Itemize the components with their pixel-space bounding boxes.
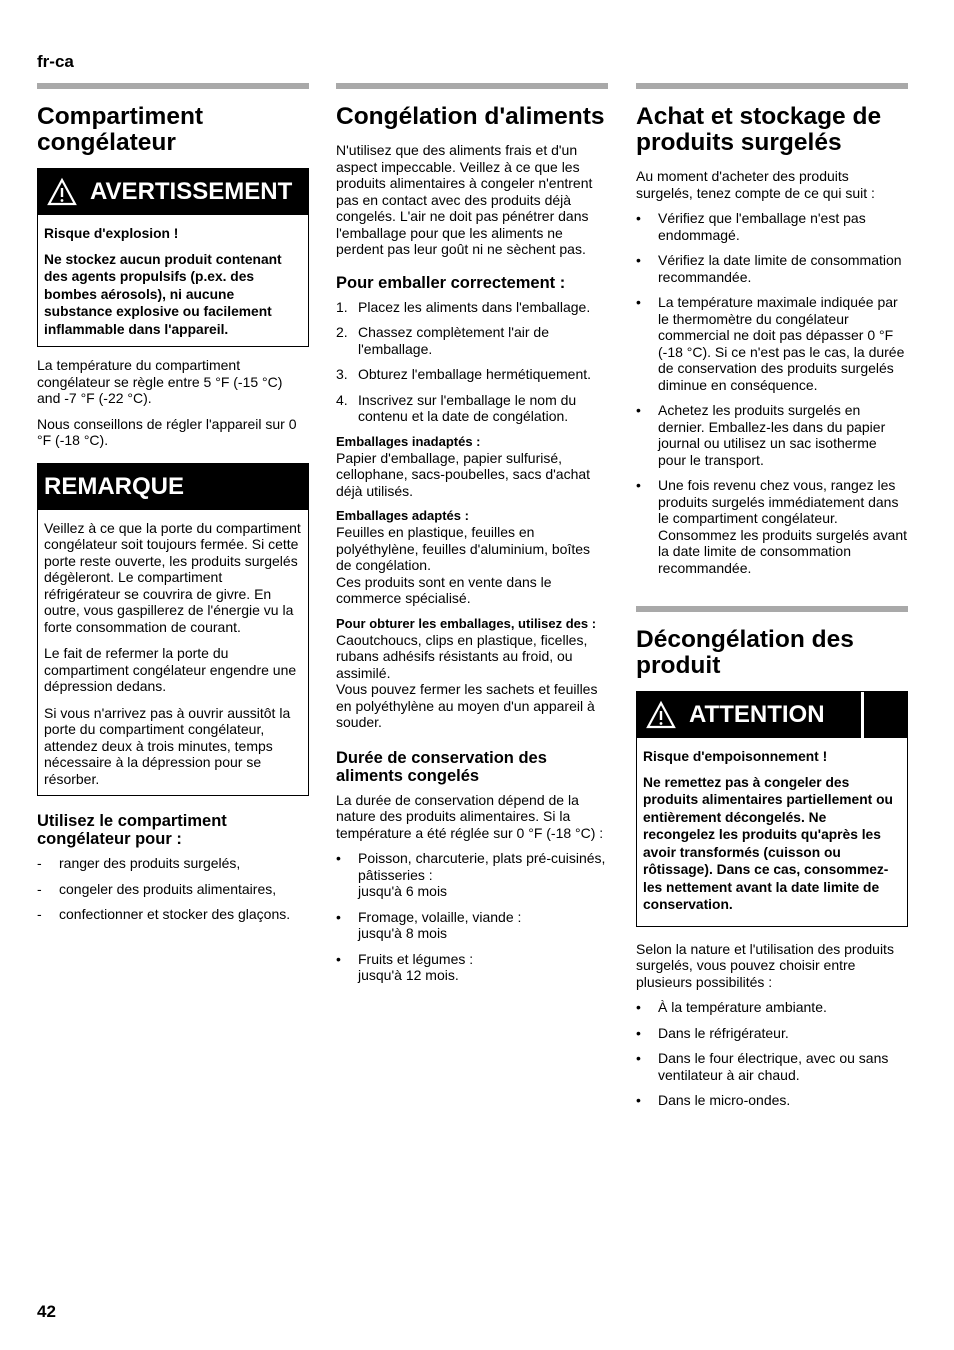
attention-header-block (864, 692, 907, 738)
section-title: Décongélation des produit (636, 626, 854, 679)
section-title: Achat et stockage de produits surgelés (636, 103, 882, 156)
list-item: • Fruits et légumes : jusqu'à 12 mois. (336, 950, 474, 983)
column-freezer-compartment (37, 83, 309, 932)
list-item: 4. Inscrivez sur l'emballage le nom du contenu et la date de congélation. (336, 391, 577, 424)
subsection-title: Durée de conservation des aliments congelés (336, 748, 547, 785)
list-item: 3. Obturez l'emballage hermétiquement. (336, 366, 592, 382)
section-title: Congélation d'aliments (336, 103, 605, 130)
list-item: • Vérifiez que l'emballage n'est pas endommagé. (636, 210, 866, 243)
section-rule (37, 83, 309, 89)
list-item: • Dans le réfrigérateur. (636, 1024, 789, 1041)
attention-text: Ne remettez pas à congeler des produits alimentaires partiellement ou entièrement décongelés. Ne recongelez les produits qu'après les avoir transformés (cuisson ou rôtissage). Dans ce cas, consommez-les nettement avant la date limite de conservation. (643, 774, 893, 912)
list-item: • Fromage, volaille, viande : jusqu'à 8 mois (336, 908, 522, 941)
paragraph: N'utilisez que des aliments frais et d'un aspect impeccable. Veillez à ce que les produits alimentaires à congeler n'entrent pas en contact avec des produits déjà congelés. L'air ne doit pas pénétrer dans l'emballage pour que les aliments ne perdent pas leur goût ni ne sèchent pas. (336, 142, 593, 257)
subsection-title: Pour emballer correctement : (336, 273, 566, 292)
column-freezing-food (336, 83, 608, 993)
paragraph: La durée de conservation dépend de la nature des produits alimentaires. Si la température a été réglée sur 0 °F (-18 °C) : (336, 791, 604, 841)
section-rule (336, 83, 608, 89)
note-label: REMARQUE (44, 472, 185, 500)
subsection-title: Utilisez le compartiment congélateur pour : (37, 812, 227, 848)
language-code: fr-ca (37, 52, 74, 71)
paragraph: Au moment d'acheter des produits surgelés, tenez compte de ce qui suit : (636, 168, 875, 201)
list-item: • À la température ambiante. (636, 999, 827, 1015)
paragraph: Ces produits sont en vente dans le commerce spécialisé. (336, 573, 552, 606)
paragraph: La température du compartiment congélateur se règle entre 5 °F (-15 °C) and -7 °F (-22 °C). (37, 357, 283, 406)
column-buying-storing (636, 83, 908, 1118)
note-box (37, 463, 309, 797)
warning-label: AVERTISSEMENT (90, 178, 293, 205)
minor-heading: Pour obturer les emballages, utilisez des : (336, 615, 597, 631)
paragraph: Selon la nature et l'utilisation des produits surgelés, vous pouvez choisir entre plusieurs possibilités : (636, 940, 894, 990)
warning-header (38, 169, 308, 215)
buying-list (636, 210, 908, 576)
list-item: • Dans le micro-ondes. (636, 1092, 791, 1108)
section-title: Compartiment congélateur (37, 103, 204, 156)
minor-heading: Emballages inadaptés : (336, 433, 481, 449)
list-item: • Poisson, charcuterie, plats pré-cuisinés, pâtisseries : jusqu'à 6 mois (336, 850, 606, 899)
use-list (37, 855, 309, 923)
list-item: • Dans le four électrique, avec ou sans ventilateur à air chaud. (636, 1050, 889, 1083)
note-paragraph: Veillez à ce que la porte du compartiment congélateur soit toujours fermée. Si cette porte reste ouverte, les produits surgelés dégèleront. Le compartiment réfrigérateur se couvrira de givre. En outre, vous gaspillerez de l'énergie vu la forte consommation de courant. (44, 519, 301, 635)
paragraph: Papier d'emballage, papier sulfurisé, cellophane, sacs-poubelles, sacs d'achat déjà utilisés. (336, 449, 591, 499)
duration-list (336, 850, 608, 984)
minor-heading: Emballages adaptés : (336, 508, 469, 523)
paragraph: Feuilles en plastique, feuilles en polyéthylène, feuilles d'aluminium, boîtes de congélation. (336, 524, 591, 573)
list-item: 2. Chassez complètement l'air de l'emballage. (336, 324, 549, 357)
list-item: • Vérifiez la date limite de consommation recommandée. (636, 252, 902, 285)
list-item: • Une fois revenu chez vous, rangez les produits surgelés immédiatement dans le compartiment congélateur. Consommez les produits surgelés avant la date limite de consommation recommandée. (636, 477, 908, 576)
paragraph: Nous conseillons de régler l'appareil sur 0 °F (-18 °C). (37, 415, 297, 448)
page-number: 42 (37, 1302, 56, 1321)
packing-steps (336, 299, 608, 425)
attention-box (636, 691, 908, 927)
warning-triangle-icon (646, 700, 676, 730)
section-rule (636, 83, 908, 89)
warning-box (37, 168, 309, 347)
warning-text: Ne stockez aucun produit contenant des agents propulsifs (p.ex. des bombes aérosols), ni aucune substance explosive ou facilement inflammable dans l'appareil. (44, 251, 282, 337)
warning-risk: Risque d'explosion ! (44, 226, 179, 241)
list-item: • La température maximale indiquée par le thermomètre du congélateur commercial ne doit pas dépasser 0 °F (-18 °C). Si ce n'est pas le cas, la durée de conservation des produits surgelés diminue en conséquence. (636, 294, 905, 393)
list-item: - ranger des produits surgelés, (37, 855, 241, 871)
section-rule (636, 606, 908, 612)
list-item: • Achetez les produits surgelés en dernier. Emballez-les dans du papier journal ou utilisez un sac isotherme pour le transport. (636, 402, 886, 468)
list-item: - congeler des produits alimentaires, (37, 880, 277, 897)
note-paragraph: Si vous n'arrivez pas à ouvrir aussitôt la porte du compartiment congélateur, attendez deux à trois minutes, temps nécessaire à la dépression pour se résorber. (44, 704, 291, 787)
list-item: - confectionner et stocker des glaçons. (37, 906, 291, 922)
list-item: 1. Placez les aliments dans l'emballage. (336, 298, 591, 315)
attention-label: ATTENTION (689, 701, 825, 728)
thaw-list (636, 999, 908, 1109)
note-header (38, 464, 308, 510)
note-paragraph: Le fait de refermer la porte du compartiment congélateur engendre une dépression dedans. (44, 645, 297, 694)
paragraph: Vous pouvez fermer les sachets et feuilles en polyéthylène au moyen d'un appareil à souder. (336, 681, 598, 730)
attention-risk: Risque d'empoisonnement ! (643, 749, 828, 764)
paragraph: Caoutchoucs, clips en plastique, ficelles, rubans adhésifs résistants au froid, ou assimilé. (336, 631, 588, 681)
warning-triangle-icon (47, 177, 77, 207)
attention-header (637, 692, 907, 738)
